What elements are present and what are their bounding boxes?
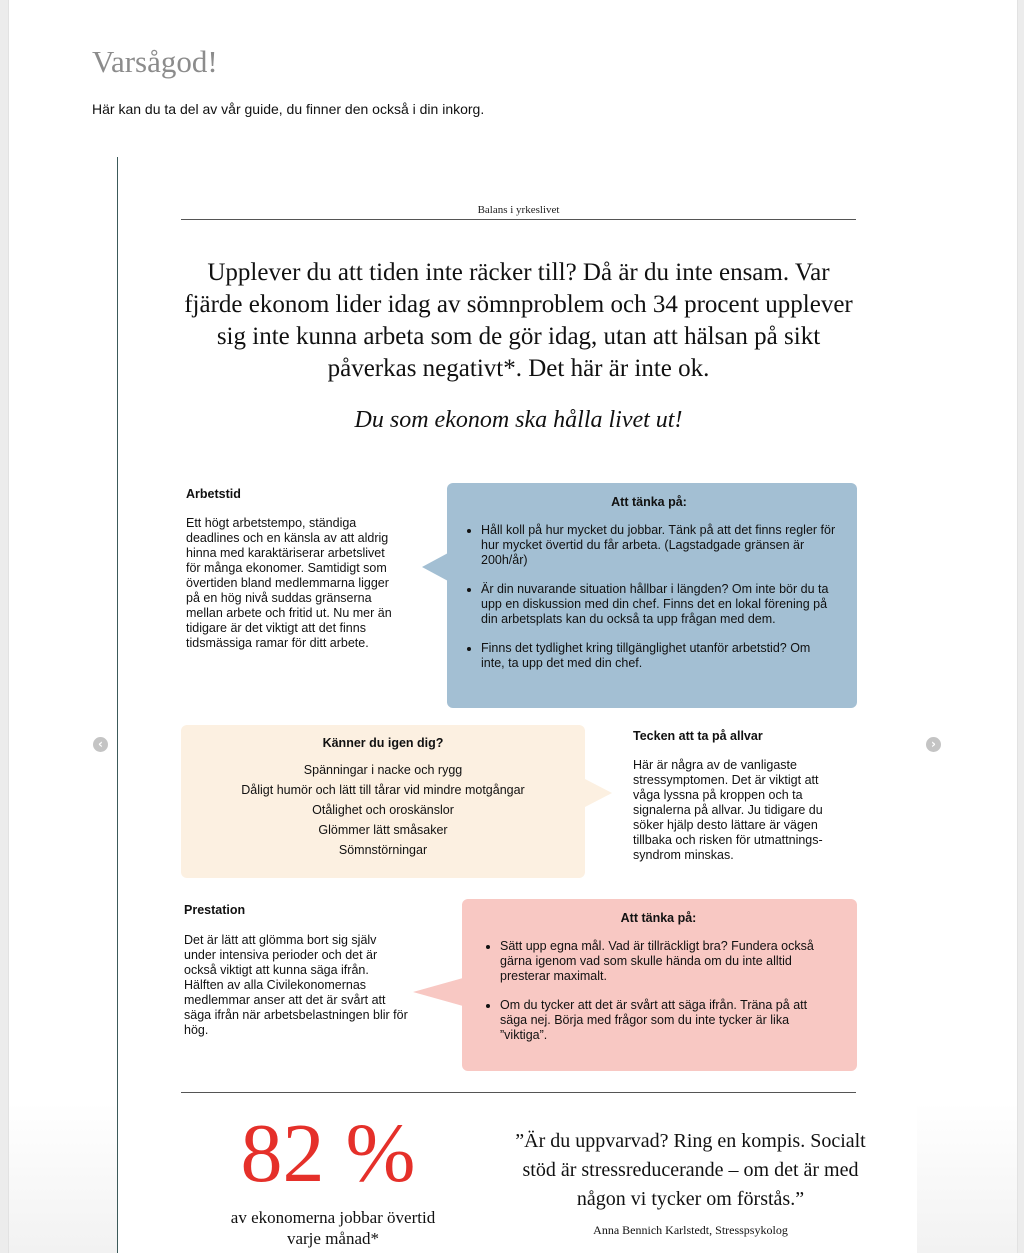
- carousel-next-button[interactable]: [926, 737, 941, 752]
- guide-lead: Upplever du att tiden inte räcker till? Då är du inte ensam. Var fjärde ekonom lider idag av sömnproblem och 34 procent upplever sig inte kunna arbeta som de gör idag, utan att hälsan på sikt påverkas negativt*. Det här är inte ok.: [184, 259, 853, 382]
- tips-item: • Håll koll på hur mycket du jobbar. Tänk på att det finns regler för hur mycket övertid du får arbeta. (Lagstadgade gränsen är 200h/år): [481, 523, 837, 568]
- overtime-stat-caption: av ekonomerna jobbar övertid varje månad*: [230, 1208, 436, 1248]
- quote-author: Anna Bennich Karlstedt, Stresspsykolog: [593, 1223, 788, 1237]
- arbetstid-body: Ett högt arbetstempo, ständiga deadlines och en känsla av att aldrig hinna med karaktäriserar arbetslivet för många ekonomer. Samtidigt som övertiden bland medlemmarna ligger på en hög nivå suddas gränserna mellan arbete och fritid ut. Nu mer än tidigare är det viktigt att det finns tidsmässiga ramar för ditt arbete.: [186, 516, 392, 650]
- tips-box-arbetstid: [447, 483, 857, 708]
- tecken-title: Tecken att ta på allvar: [633, 729, 763, 743]
- intro-text: Här kan du ta del av vår guide, du finner den också i din inkorg.: [92, 101, 485, 117]
- symptom-item: Glömmer lätt småsaker: [318, 823, 448, 837]
- symptom-item: Sömnstörningar: [338, 843, 428, 857]
- carousel-prev-button[interactable]: [93, 737, 108, 752]
- chevron-left-icon: ‹: [98, 737, 103, 751]
- tips-item: • Är din nuvarande situation hållbar i längden? Om inte bör du ta upp en diskussion med din chef. Finns det en lokal förening på din arbetsplats kan du också ta upp frågan med dem.: [481, 582, 837, 627]
- tips-item: • Finns det tydlighet kring tillgänglighet utanför arbetstid? Om inte, ta upp det med din chef.: [481, 641, 837, 671]
- tips-title: Att tänka på:: [620, 911, 697, 925]
- guide-slide: [117, 157, 917, 1253]
- prestation-title: Prestation: [184, 903, 246, 917]
- symptoms-box: [181, 725, 585, 878]
- tips-list: [480, 939, 837, 1043]
- blue-box-tail: [422, 553, 448, 581]
- cream-box-tail: [585, 779, 612, 807]
- guide-header-label: Balans i yrkeslivet: [477, 204, 560, 216]
- overtime-stat: 82 %: [240, 1107, 416, 1200]
- header-divider: [181, 219, 856, 220]
- page-title: Varsågod!: [92, 44, 218, 79]
- tips-item: • Om du tycker att det är svårt att säga ifrån. Träna på att säga nej. Börja med frågor som du inte tycker är lika ”viktiga”.: [500, 998, 837, 1043]
- expert-quote: ”Är du uppvarvad? Ring en kompis. Socialt stöd är stressreducerande – om det är med någon vi tycker om förstås.”: [515, 1130, 866, 1210]
- arbetstid-title: Arbetstid: [186, 487, 241, 501]
- symptom-item: Otålighet och oroskänslor: [312, 803, 454, 817]
- pink-box-tail: [413, 978, 463, 1006]
- footer-divider: [181, 1092, 856, 1093]
- tecken-body: Här är några av de vanligaste stressymptomen. Det är viktigt att våga lyssna på kroppen och ta signalerna på allvar. Ju tidigare du söker hjälp desto lättare är vägen tillbaka och risken för utmattnings-syndrom minskas.: [633, 758, 823, 862]
- guide-motto: Du som ekonom ska hålla livet ut!: [354, 407, 683, 433]
- tips-list: [461, 523, 837, 671]
- symptoms-list: [191, 760, 575, 860]
- tips-item: • Sätt upp egna mål. Vad är tillräckligt bra? Fundera också gärna igenom vad som skulle hända om du inte alltid presterar maximalt.: [500, 939, 837, 984]
- symptom-item: Spänningar i nacke och rygg: [303, 763, 463, 777]
- tips-box-prestation: [462, 899, 857, 1071]
- chevron-right-icon: ›: [931, 737, 936, 751]
- symptom-item: Dåligt humör och lätt till tårar vid mindre motgångar: [241, 783, 525, 797]
- symptoms-title: Känner du igen dig?: [322, 736, 444, 750]
- tips-title: Att tänka på:: [611, 495, 687, 509]
- prestation-body: Det är lätt att glömma bort sig själv under intensiva perioder och det är också viktigt att kunna säga ifrån. Hälften av alla Civilekonomernas medlemmar anser att det är svårt att säga ifrån när arbetsbelastningen blir för hög.: [184, 933, 408, 1037]
